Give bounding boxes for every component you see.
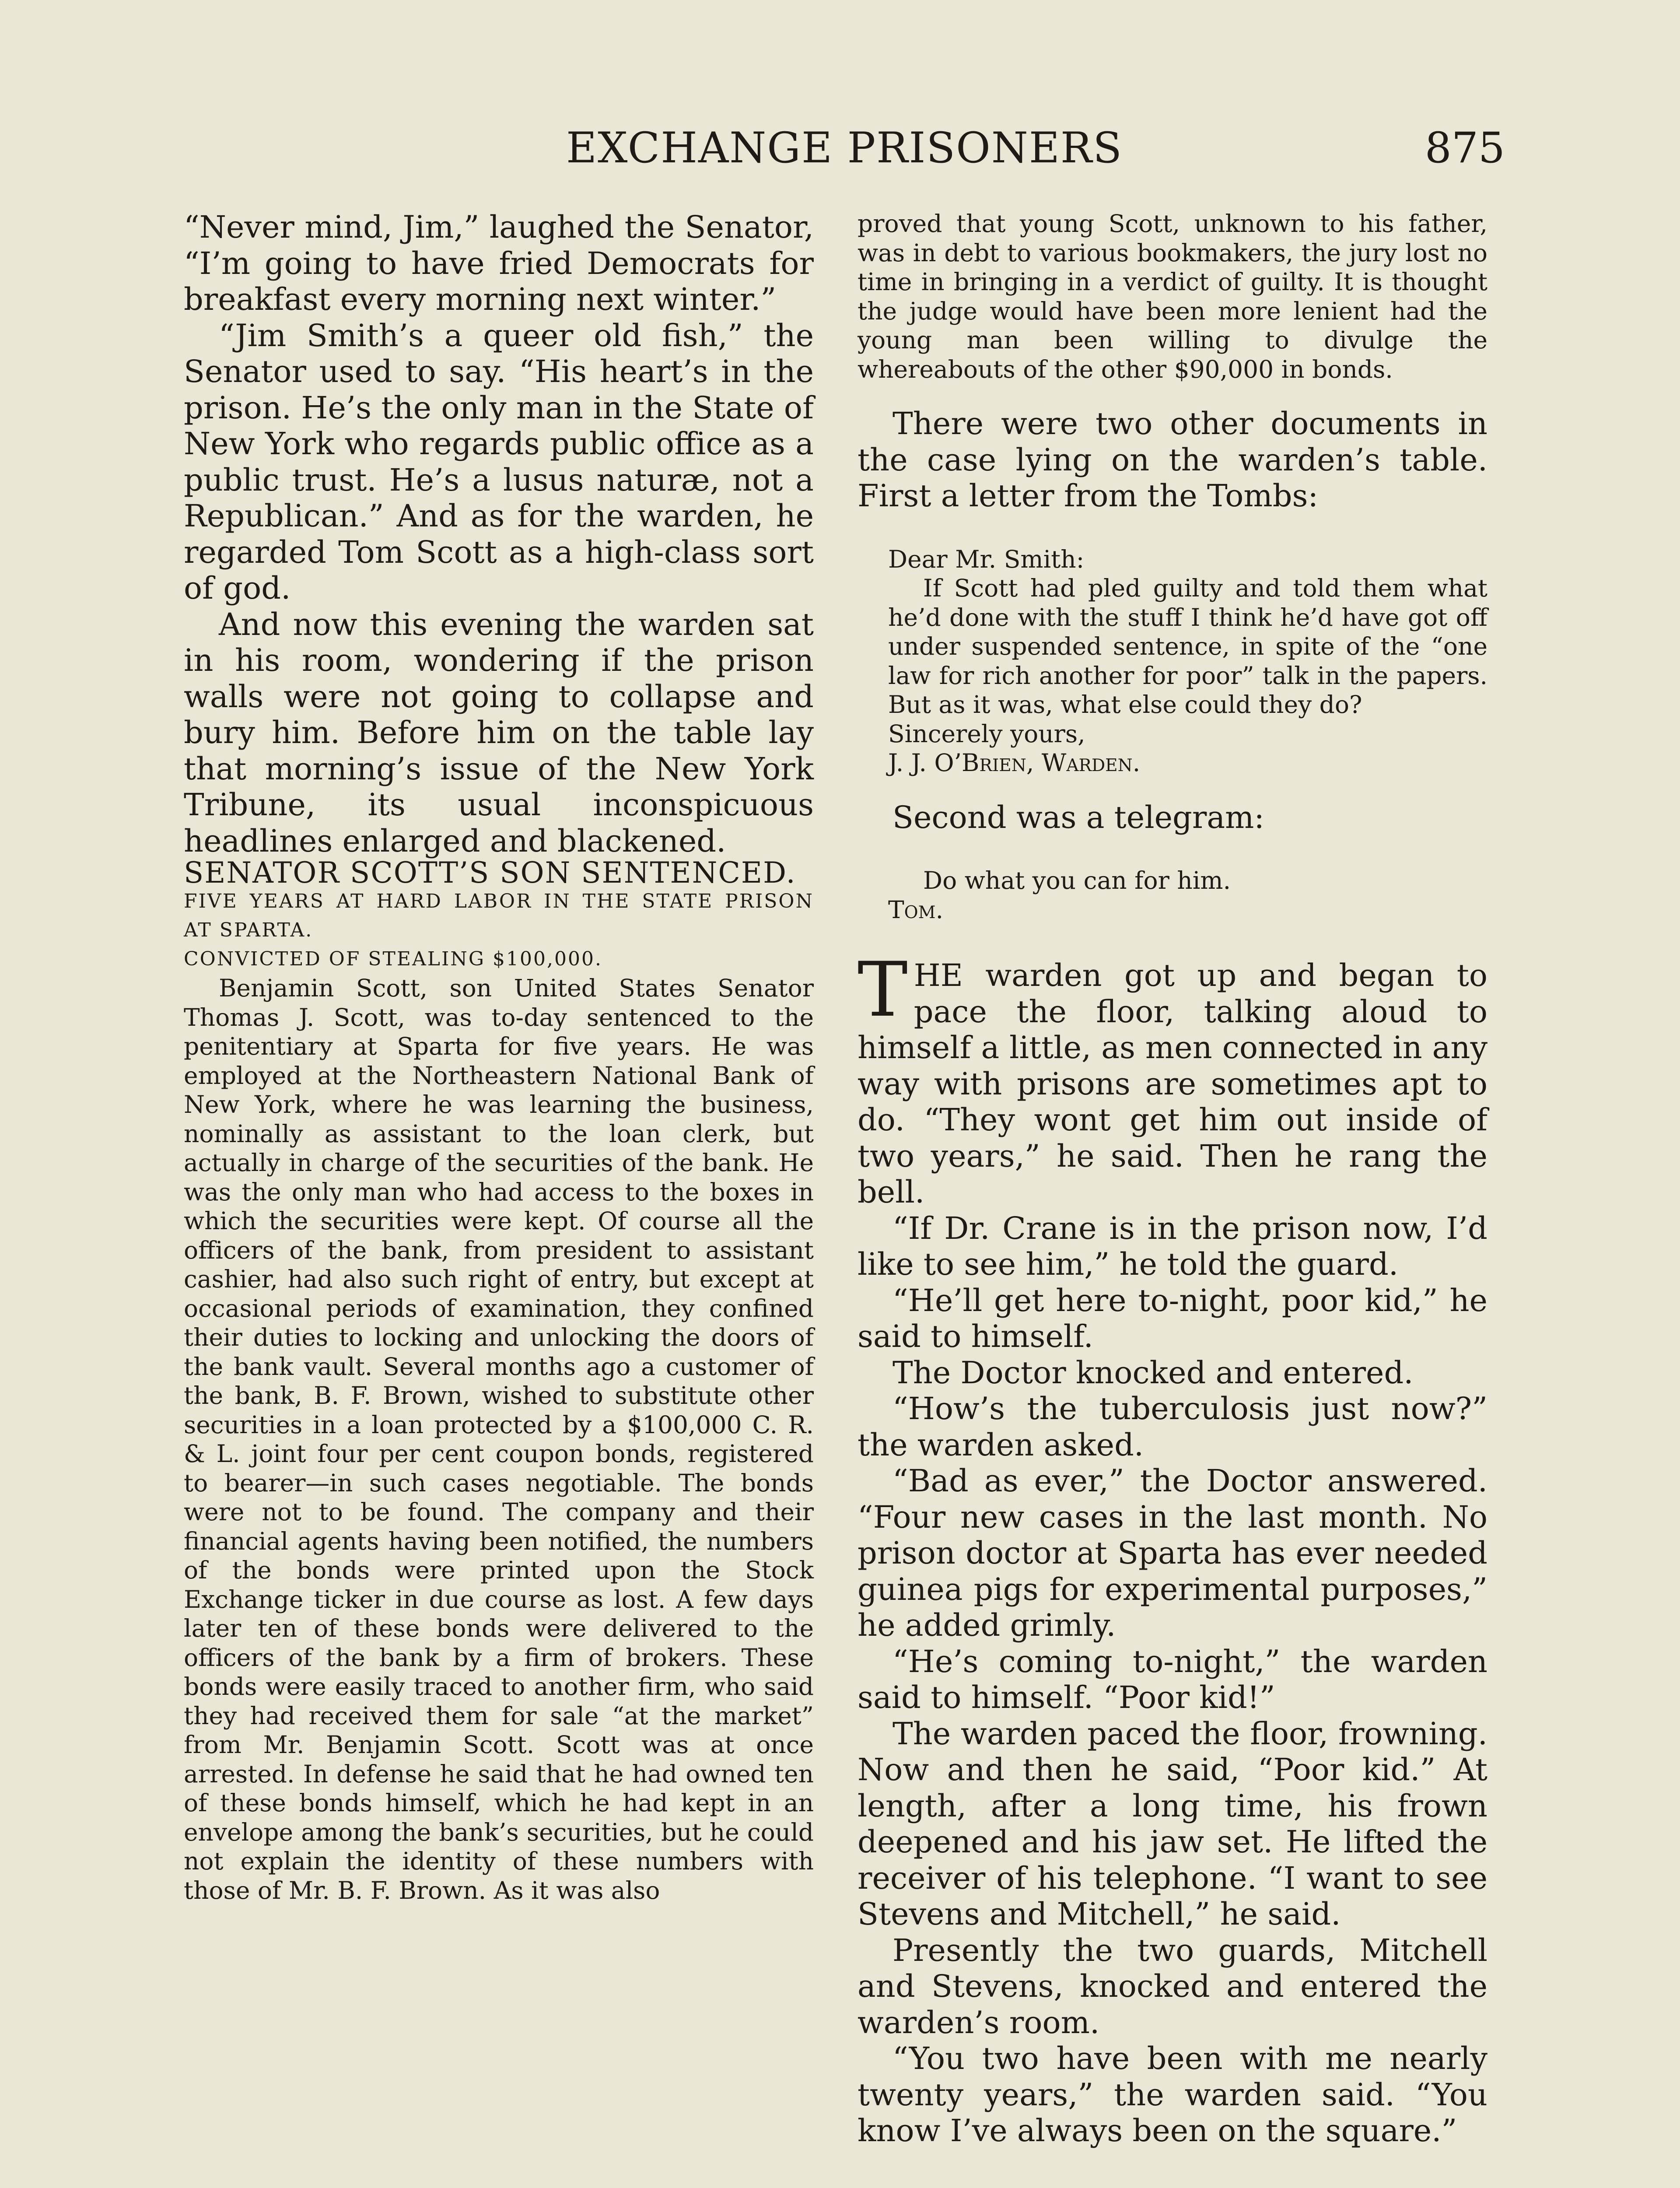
letter-body: If Scott had pled guilty and told them what he’d done with the stuff I think he’d have got off under suspended sentence, in spite of the “one law for rich another for poor” talk in the papers. But as it was, what else could they do? (888, 574, 1488, 719)
clipping-headline: SENATOR SCOTT’S SON SENTENCED. (184, 856, 796, 890)
paragraph: Presently the two guards, Mitchell and Stevens, knocked and entered the warden’s room. (858, 1932, 1488, 2041)
newspaper-clipping (184, 856, 814, 1905)
drop-cap-paragraph (858, 946, 1488, 1210)
paragraph: “Bad as ever,” the Doctor answered. “Four new cases in the last month. No prison doctor at Sparta has ever needed guinea pigs for experimental purposes,” he added grimly. (858, 1463, 1488, 1643)
paragraph: Second was a telegram: (892, 799, 1265, 835)
page-number: 875 (1424, 123, 1505, 172)
left-column (184, 209, 814, 1905)
paragraph: “You two have been with me nearly twenty years,” the warden said. “You know I’ve always been on the square.” (858, 2041, 1488, 2149)
running-head: EXCHANGE PRISONERS (566, 123, 1123, 172)
paragraph: And now this evening the warden sat in his room, wondering if the prison walls were not going to collapse and bury him. Before him on the table lay that morning’s issue of the New York Tribune, its usual inconspicuous headlines enlarged and blackened. (184, 606, 814, 859)
paragraph: There were two other documents in the case lying on the warden’s table. First a letter from the Tombs: (858, 406, 1488, 514)
clipping-continued: proved that young Scott, unknown to his father, was in debt to various bookmakers, the jury lost no time in bringing in a verdict of guilty. It is thought the judge would have been more lenient had the young man been willing to divulge the whereabouts of the other $90,000 in bonds. (858, 210, 1488, 383)
paragraph: “He’s coming to-night,” the warden said to himself. “Poor kid!” (858, 1643, 1488, 1715)
letter-salutation: Dear Mr. Smith: (888, 545, 1085, 573)
drop-cap-rest: HE warden got up and began to pace the floor, talking aloud to himself a little, as men connected in any way with prisons are sometimes apt to do. “They wont get him out inside of two years,” he said. Then he rang the bell. (858, 957, 1488, 1210)
telegram-body: Do what you can for him. (923, 866, 1231, 894)
paragraph: “He’ll get here to-night, poor kid,” he said to himself. (858, 1282, 1488, 1354)
paragraph: The Doctor knocked and entered. (892, 1354, 1414, 1391)
drop-cap: T (858, 946, 908, 1034)
clipping-body: Benjamin Scott, son United States Senator Thomas J. Scott, was to-day sentenced to the penitentiary at Sparta for five years. He was employed at the Northeastern National Bank of New York, where he was learning the business, nominally as assistant to the loan clerk, but actually in charge of the securities of the bank. He was the only man who had access to the boxes in which the securities were kept. Of course all the officers of the bank, from president to assistant cashier, had also such right of entry, but except at occasional periods of examination, they confined their duties to locking and unlocking the doors of the bank vault. Several months ago a customer of the bank, B. F. Brown, wished to substitute other securities in a loan protected by a $100,000 C. R. & L. joint four per cent coupon bonds, registered to bearer—in such cases negotiable. The bonds were not to be found. The company and their financial agents having been notified, the numbers of the bonds were printed upon the Stock Exchange ticker in due course as lost. A few days later ten of these bonds were delivered to the officers of the bank by a firm of brokers. These bonds were easily traced to another firm, who said they had received them for sale “at the market” from Mr. Benjamin Scott. Scott was at once arrested. In defense he said that he had owned ten of these bonds himself, which he had kept in an envelope among the bank’s securities, but he could not explain the identity of these numbers with those of Mr. B. F. Brown. As it was also (184, 974, 814, 1904)
paragraph: “Never mind, Jim,” laughed the Senator, “I’m going to have fried Democrats for breakfast every morning next winter.” (184, 209, 814, 317)
paragraph: “If Dr. Crane is in the prison now, I’d like to see him,” he told the guard. (858, 1210, 1488, 1282)
letter-signature: J. J. O’Brien, Warden. (888, 749, 1141, 777)
paragraph: The warden paced the floor, frowning. Now and then he said, “Poor kid.” At length, after a long time, his frown deepened and his jaw set. He lifted the receiver of his telephone. “I want to see Stevens and Mitchell,” he said. (858, 1715, 1488, 1932)
right-column (858, 209, 1488, 2149)
telegram-signature: Tom. (888, 895, 944, 924)
letter-closing: Sincerely yours, (888, 719, 1085, 748)
letter-block (888, 545, 1488, 778)
clipping-subhead: FIVE YEARS AT HARD LABOR IN THE STATE PRISON AT SPARTA. (184, 890, 814, 941)
paragraph: “Jim Smith’s a queer old fish,” the Senator used to say. “His heart’s in the prison. He’s the only man in the State of New York who regards public office as a public trust. He’s a lusus naturæ, not a Republican.” And as for the warden, he regarded Tom Scott as a high-class sort of god. (184, 317, 814, 606)
clipping-convicted: CONVICTED OF STEALING $100,000. (184, 948, 602, 970)
telegram-block (888, 866, 1488, 924)
paragraph: “How’s the tuberculosis just now?” the warden asked. (858, 1391, 1488, 1463)
